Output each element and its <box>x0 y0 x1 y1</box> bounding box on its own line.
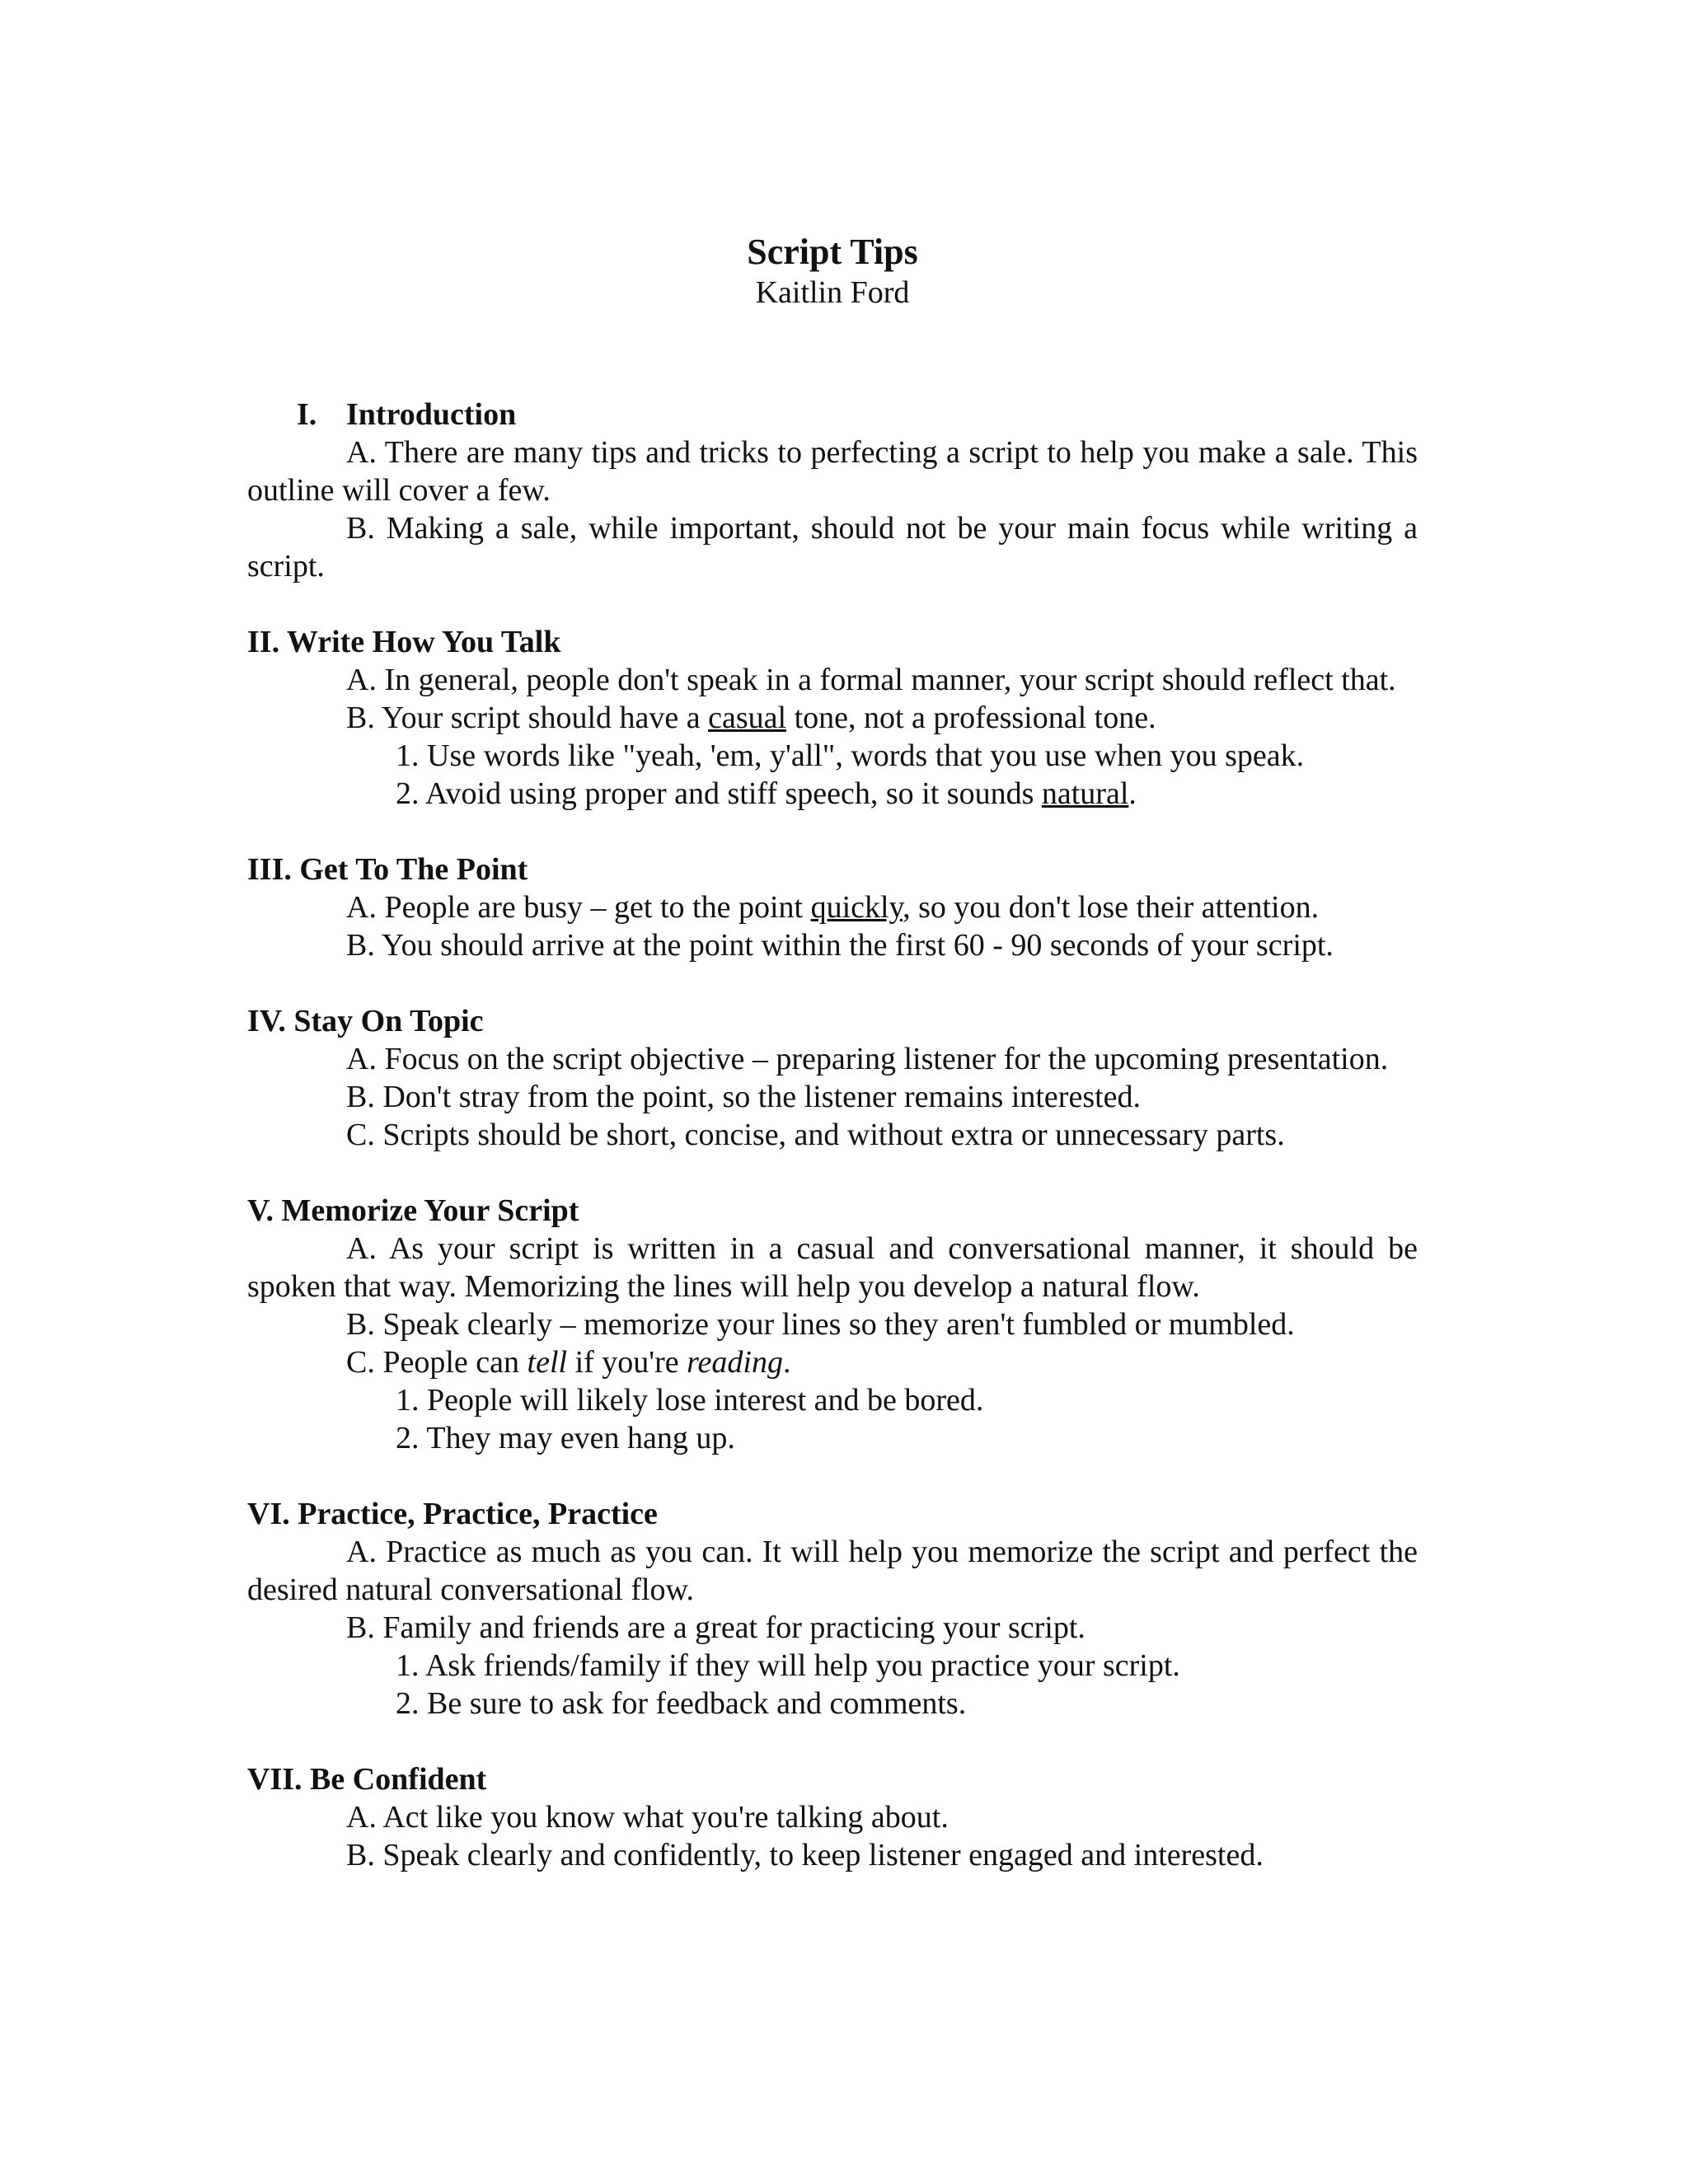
underlined-word: quickly <box>810 890 903 925</box>
section-heading: II. Write How You Talk <box>247 625 561 659</box>
italic-word: reading <box>687 1345 783 1380</box>
outline-item: B. You should arrive at the point within the first 60 - 90 seconds of your script. <box>346 928 1334 963</box>
outline-subitem: 1. Use words like "yeah, 'em, y'all", words that you use when you speak. <box>396 738 1305 773</box>
outline-item: A. Practice as much as you can. It will help you memorize the script and perfect the desired natural conversational flow. <box>247 1535 1418 1607</box>
section-title: Introduction <box>346 397 517 432</box>
outline-subitem: 1. People will likely lose interest and be bored. <box>396 1383 984 1418</box>
outline-item <box>247 699 1418 737</box>
item-text: . <box>782 1345 791 1380</box>
section-write-how-you-talk <box>247 623 1418 813</box>
document-title: Script Tips <box>747 232 918 272</box>
item-text: B. Your script should have a <box>346 701 709 735</box>
item-text: if you're <box>567 1345 687 1380</box>
section-heading: III. Get To The Point <box>247 852 528 887</box>
item-text: tone, not a professional tone. <box>786 701 1156 735</box>
section-heading <box>247 396 1418 434</box>
outline-item: B. Making a sale, while important, should not be your main focus while writing a script. <box>247 511 1418 583</box>
outline-item: B. Don't stray from the point, so the listener remains interested. <box>346 1080 1142 1114</box>
item-text: 2. Avoid using proper and stiff speech, so it sounds <box>396 776 1042 811</box>
outline-subitem: 2. They may even hang up. <box>396 1421 735 1455</box>
outline-subitem: 1. Ask friends/family if they will help you practice your script. <box>396 1648 1180 1683</box>
section-be-confident <box>247 1760 1418 1874</box>
outline-item: A. Act like you know what you're talking about. <box>346 1800 949 1835</box>
section-introduction <box>247 396 1418 585</box>
item-text: . <box>1128 776 1137 811</box>
item-text: C. People can <box>346 1345 528 1380</box>
outline-subitem <box>247 775 1418 813</box>
item-text: , so you don't lose their attention. <box>903 890 1320 925</box>
outline-item: A. There are many tips and tricks to perfecting a script to help you make a sale. This outline will cover a few. <box>247 435 1418 508</box>
section-get-to-the-point <box>247 851 1418 964</box>
outline-item <box>247 1343 1418 1381</box>
outline-item: C. Scripts should be short, concise, and without extra or unnecessary parts. <box>346 1118 1285 1152</box>
italic-word: tell <box>527 1345 568 1380</box>
outline-item: B. Speak clearly – memorize your lines so they aren't fumbled or mumbled. <box>346 1307 1295 1342</box>
outline-item: A. In general, people don't speak in a formal manner, your script should reflect that. <box>346 663 1396 697</box>
section-heading: V. Memorize Your Script <box>247 1193 579 1228</box>
outline-item: B. Family and friends are a great for practicing your script. <box>346 1610 1085 1645</box>
outline-item: B. Speak clearly and confidently, to keep listener engaged and interested. <box>346 1838 1264 1872</box>
underlined-word: casual <box>708 701 787 735</box>
section-number: I. <box>297 397 317 432</box>
underlined-word: natural <box>1041 776 1129 811</box>
section-heading: IV. Stay On Topic <box>247 1004 484 1038</box>
section-heading: VII. Be Confident <box>247 1762 487 1797</box>
document-page <box>247 231 1418 1874</box>
outline-item: A. As your script is written in a casual and conversational manner, it should be spoken that way. Memorizing the lines will help you develop a natural flow. <box>247 1231 1418 1304</box>
outline-subitem: 2. Be sure to ask for feedback and comments. <box>396 1686 967 1721</box>
section-practice <box>247 1495 1418 1722</box>
section-memorize-your-script <box>247 1192 1418 1457</box>
document-author: Kaitlin Ford <box>755 275 910 310</box>
outline-item: A. Focus on the script objective – preparing listener for the upcoming presentation. <box>346 1042 1389 1076</box>
section-heading: VI. Practice, Practice, Practice <box>247 1497 658 1531</box>
item-text: A. People are busy – get to the point <box>346 890 811 925</box>
outline-item <box>247 888 1418 926</box>
section-stay-on-topic <box>247 1002 1418 1154</box>
